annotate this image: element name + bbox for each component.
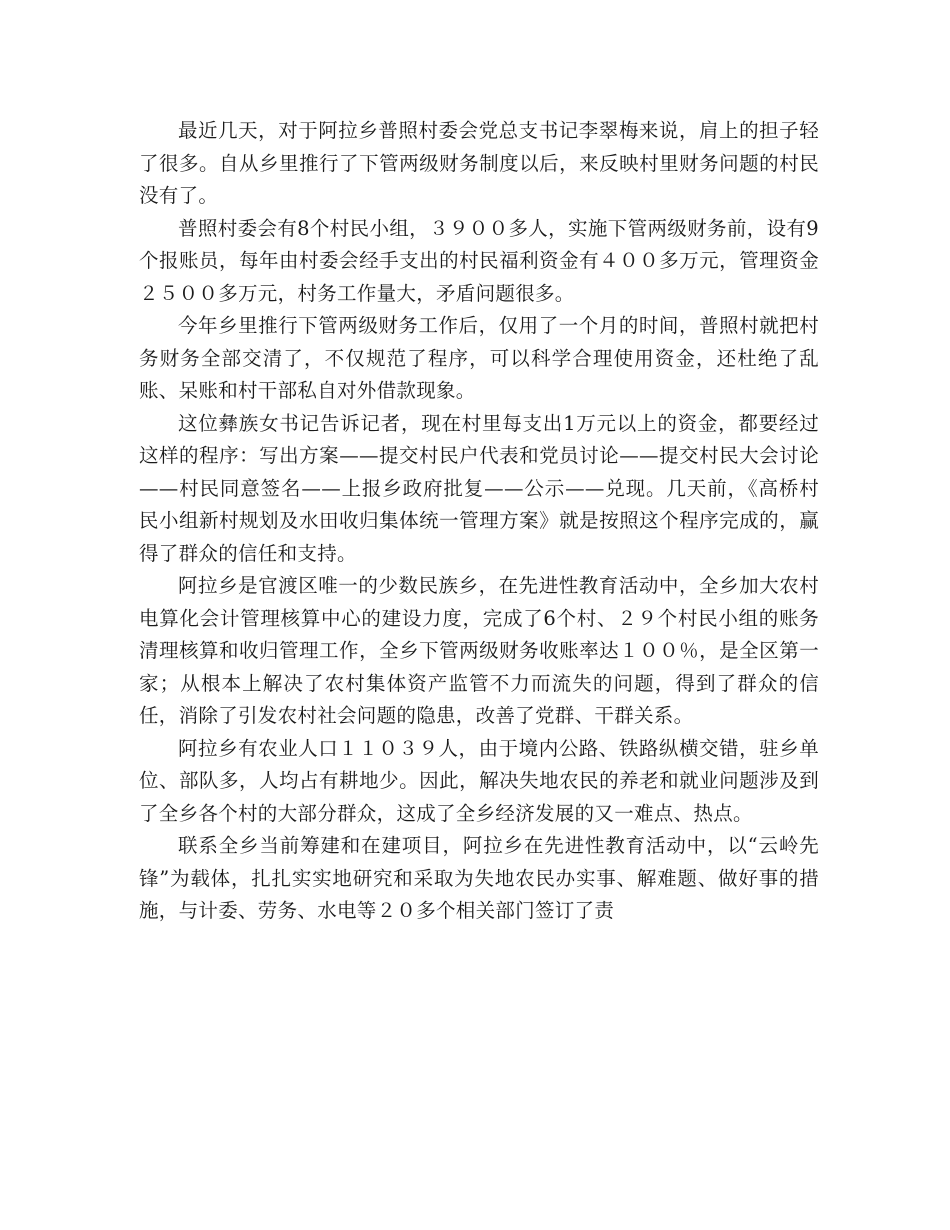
paragraph-1: 最近几天，对于阿拉乡普照村委会党总支书记李翠梅来说，肩上的担子轻了很多。自从乡里推行了下管两级财务制度以后，来反映村里财务问题的村民没有了。 [139,119,819,207]
paragraph-3: 今年乡里推行下管两级财务工作后，仅用了一个月的时间，普照村就把村务财务全部交清了，不仅规范了程序，可以科学合理使用资金，还杜绝了乱账、呆账和村干部私自对外借款现象。 [139,314,819,402]
paragraph-6: 阿拉乡有农业人口１１０３９人，由于境内公路、铁路纵横交错，驻乡单位、部队多，人均占有耕地少。因此，解决失地农民的养老和就业问题涉及到了全乡各个村的大部分群众，这成了全乡经济发展的又一难点、热点。 [139,736,819,825]
document-body [139,115,819,928]
paragraph-2: 普照村委会有8个村民小组，３９００多人，实施下管两级财务前，设有9个报账员，每年由村委会经手支出的村民福利资金有４００多万元，管理资金２５００多万元，村务工作量大，矛盾问题很多。 [139,216,819,305]
paragraph-4: 这位彝族女书记告诉记者，现在村里每支出1万元以上的资金，都要经过这样的程序：写出方案——提交村民户代表和党员讨论——提交村民大会讨论——村民同意签名——上报乡政府批复——公示——兑现。几天前，《高桥村民小组新村规划及水田收归集体统一管理方案》就是按照这个程序完成的，赢得了群众的信任和支持。 [139,411,819,565]
paragraph-7: 联系全乡当前筹建和在建项目，阿拉乡在先进性教育活动中，以“云岭先锋”为载体，扎扎实实地研究和采取为失地农民办实事、解难题、做好事的措施，与计委、劳务、水电等２０多个相关部门签订了责 [139,834,819,922]
paragraph-5: 阿拉乡是官渡区唯一的少数民族乡，在先进性教育活动中，全乡加大农村电算化会计管理核算中心的建设力度，完成了6个村、２９个村民小组的账务清理核算和收归管理工作，全乡下管两级财务收账率达１００％，是全区第一家；从根本上解决了农村集体资产监管不力而流失的问题，得到了群众的信任，消除了引发农村社会问题的隐患，改善了党群、干群关系。 [139,574,819,727]
